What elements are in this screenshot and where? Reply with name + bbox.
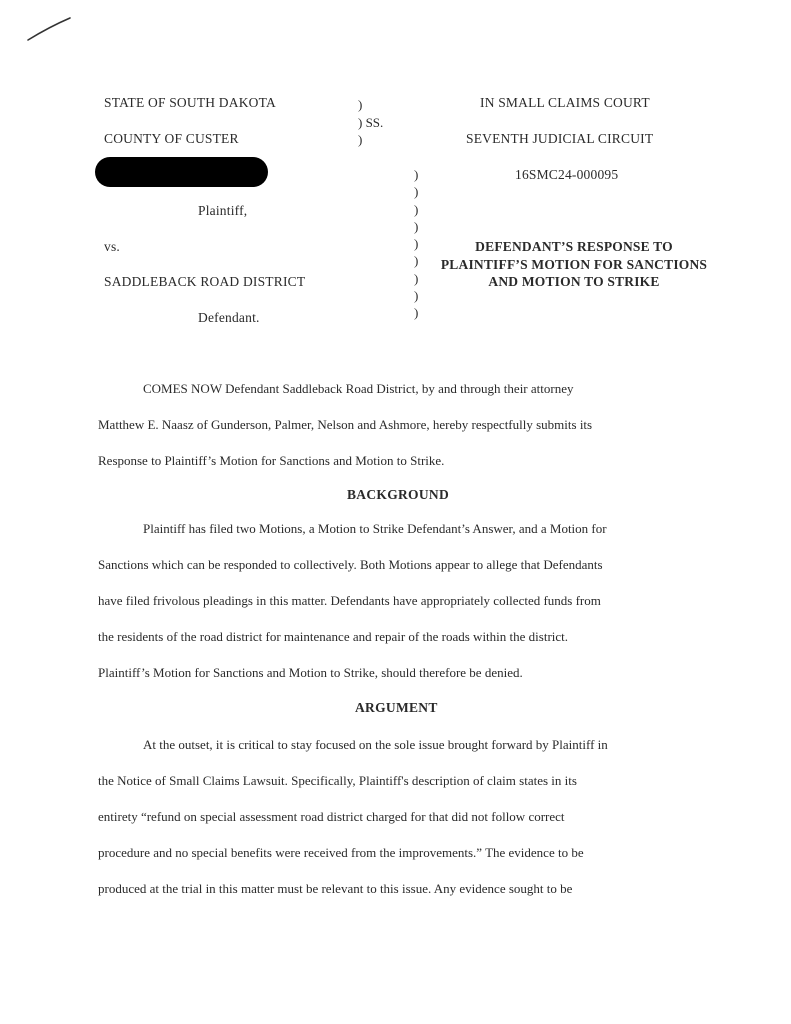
redacted-plaintiff-name bbox=[95, 157, 268, 187]
defendant-name: SADDLEBACK ROAD DISTRICT bbox=[104, 274, 306, 289]
caption-paren-column: ) ) ) ) ) ) ) ) ) bbox=[414, 167, 419, 321]
caption-county: COUNTY OF CUSTER bbox=[104, 131, 239, 146]
intro-line-3: Response to Plaintiff’s Motion for Sanctions and Motion to Strike. bbox=[98, 453, 445, 468]
argument-line-1: At the outset, it is critical to stay focused on the sole issue brought forward by Plaintiff in bbox=[143, 737, 608, 752]
plaintiff-label: Plaintiff, bbox=[198, 203, 248, 218]
background-line-4: the residents of the road district for maintenance and repair of the roads within the district. bbox=[98, 629, 569, 644]
caption-state: STATE OF SOUTH DAKOTA bbox=[104, 95, 276, 110]
background-heading: BACKGROUND bbox=[347, 487, 450, 502]
argument-line-4: procedure and no special benefits were received from the improvements.” The evidence to be bbox=[98, 845, 584, 860]
argument-line-3: entirety “refund on special assessment road district charged for that did not follow correct bbox=[98, 809, 565, 824]
argument-line-2: the Notice of Small Claims Lawsuit. Specifically, Plaintiff's description of claim states in its bbox=[98, 773, 577, 788]
background-line-2: Sanctions which can be responded to collectively. Both Motions appear to allege that Defendants bbox=[98, 557, 603, 572]
defendant-label: Defendant. bbox=[198, 310, 260, 325]
intro-line-2: Matthew E. Naasz of Gunderson, Palmer, Nelson and Ashmore, hereby respectfully submits its bbox=[98, 417, 593, 432]
versus-label: vs. bbox=[104, 239, 120, 254]
background-line-5: Plaintiff’s Motion for Sanctions and Motion to Strike, should therefore be denied. bbox=[98, 665, 523, 680]
court-name: IN SMALL CLAIMS COURT bbox=[480, 95, 650, 110]
argument-line-5: produced at the trial in this matter must be relevant to this issue. Any evidence sought to be bbox=[98, 881, 573, 896]
document-title: DEFENDANT’S RESPONSE TO PLAINTIFF’S MOTION FOR SANCTIONS AND MOTION TO STRIKE bbox=[440, 239, 708, 289]
caption-ss-parens: ) ) SS. ) bbox=[358, 97, 384, 147]
argument-heading: ARGUMENT bbox=[355, 700, 438, 715]
intro-line-1: COMES NOW Defendant Saddleback Road District, by and through their attorney bbox=[143, 381, 574, 396]
judicial-circuit: SEVENTH JUDICIAL CIRCUIT bbox=[466, 131, 654, 146]
background-line-3: have filed frivolous pleadings in this matter. Defendants have appropriately collected funds from bbox=[98, 593, 601, 608]
pen-mark bbox=[26, 14, 76, 44]
case-number: 16SMC24-000095 bbox=[515, 167, 619, 182]
background-line-1: Plaintiff has filed two Motions, a Motion to Strike Defendant’s Answer, and a Motion for bbox=[143, 521, 607, 536]
